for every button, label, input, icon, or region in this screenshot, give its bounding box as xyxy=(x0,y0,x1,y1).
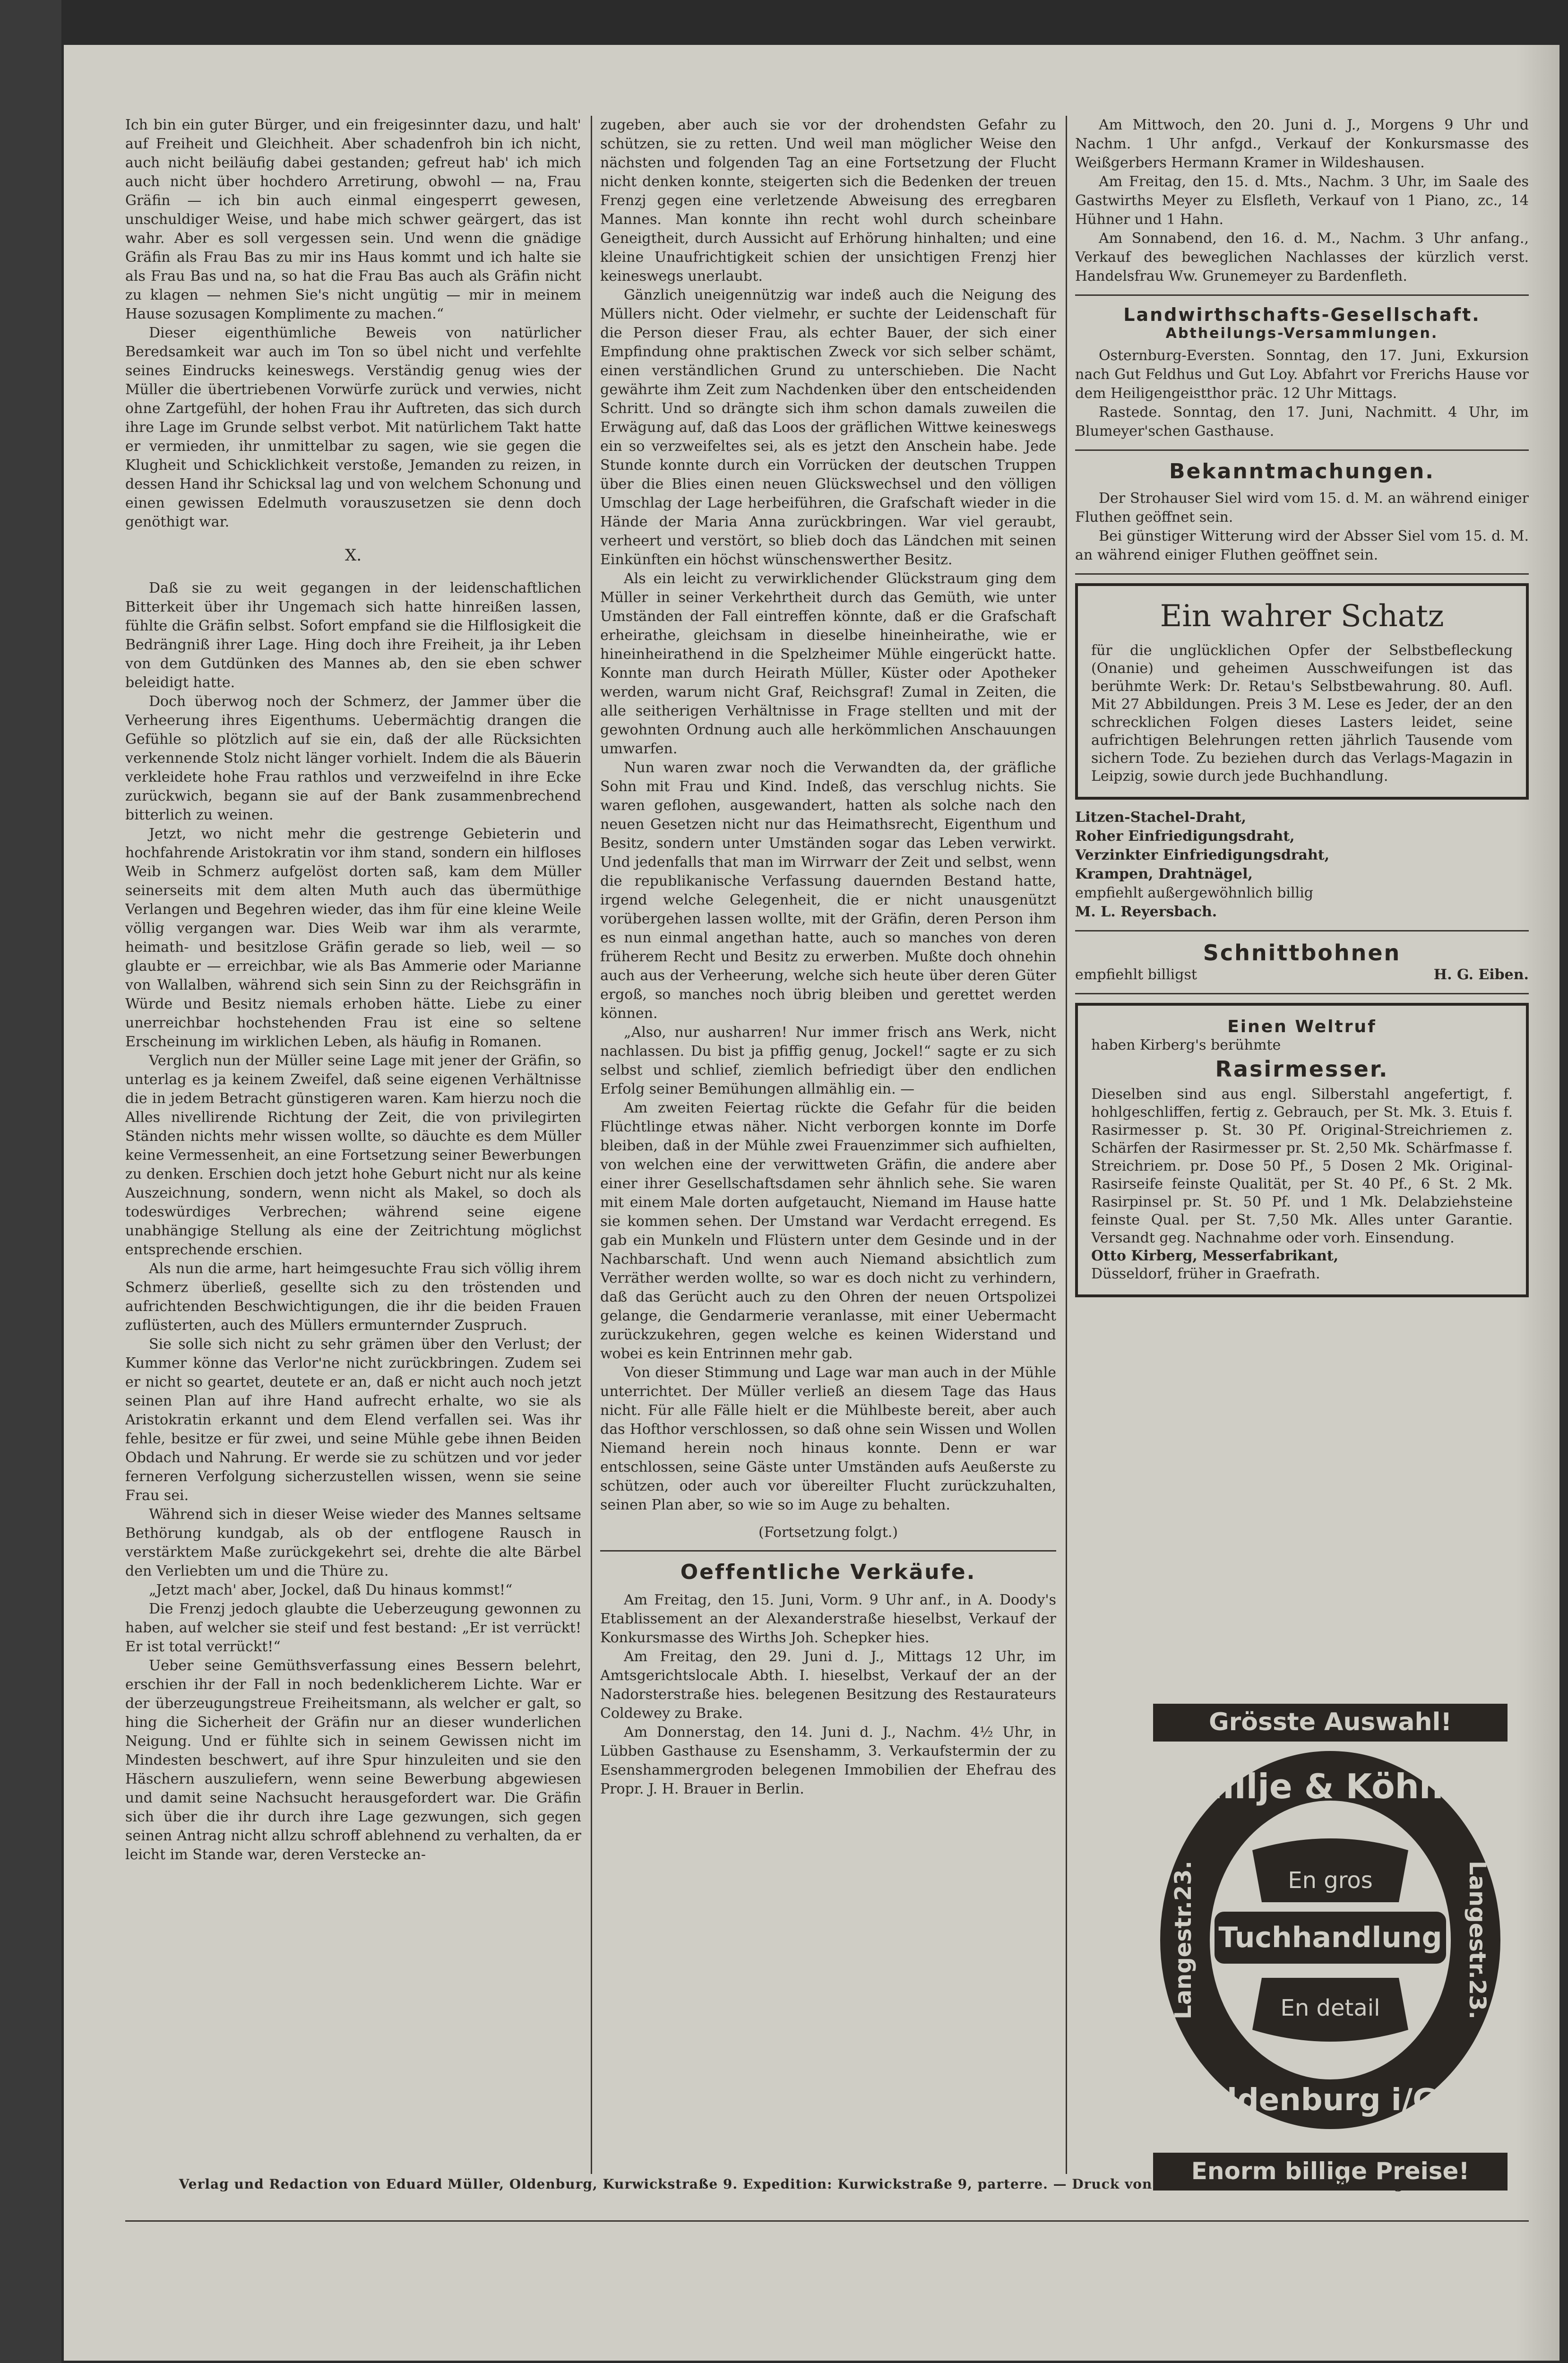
continuation-note: (Fortsetzung folgt.) xyxy=(758,1524,898,1541)
section-number: X. xyxy=(345,546,362,565)
announcement: Bei günstiger Witterung wird der Absser Siel vom 15. d. M. an während einiger Fluthen geöffnet sein. xyxy=(1075,528,1529,563)
tuchhandlung-label: Tuchhandlung xyxy=(1218,1921,1442,1954)
paragraph: Jetzt, wo nicht mehr die gestrenge Gebieterin und hochfahrende Aristokratin vor ihm stand, sondern ein hilfloses Weib in Schmerz aufgelöst dorten saß, kam dem Müller seinerseits mit dem alten Muth auch das übermüthige Verlangen und Begehren wieder, das ihm für eine kleine Weile völlig vergangen war. Dies Weib war ihm als verarmte, heimath- und besitzlose Gräfin gerade so lieb, weil — so glaubte er — erreichbar, wie als Bas Ammerie oder Marianne von Wallalben, während sich sein Sinn zu der Reichsgräfin in Würde und Besitz niemals erhoben hätte. Liebe zu einer unerreichbar hochstehenden Frau ist eine so seltene Erscheinung im wirklichen Leben, als häufig in Romanen. xyxy=(125,826,581,1050)
paragraph: Dieser eigenthümliche Beweis von natürlicher Beredsamkeit war auch im Ton so übel nicht und verfehlte seines Eindrucks keineswegs. Verständig genug wies der Müller die übertriebenen Vorwürfe zurück und verwies, nicht ohne Zartgefühl, der hohen Frau ihr Auftreten, das sich durch ihre Lage im Grunde selbst verbot. Mit natürlichem Takt hatte er vermieden, ihr unmittelbar zu sagen, wie sie gegen die Klugheit und Schicklichkeit verstoße, Jemanden zu reizen, in dessen Hand ihr Schicksal lag und von welchem Schonung und einen gewissen Edelmuth vorauszusetzen sie denn doch genöthigt war. xyxy=(125,325,581,530)
ad-signature: Düsseldorf, früher in Graefrath. xyxy=(1091,1266,1320,1282)
sale-notice: Am Donnerstag, den 14. Juni d. J., Nachm. 4½ Uhr, in Lübben Gasthause zu Esenshamm, 3. Verkaufstermin der zu Esenshammergroden belegenen Immobilien der Ehefrau des Propr. J. H. Brauer in Berlin. xyxy=(600,1724,1056,1797)
ad-headline: Schnittbohnen xyxy=(1203,940,1401,966)
paragraph: Am zweiten Feiertag rückte die Gefahr für die beiden Flüchtlinge etwas näher. Nicht verborgen konnte im Dorfe bleiben, daß in der Mühle zwei Frauenzimmer sich aufhielten, von welchen eine der verwittweten Gräfin, die andere aber einer ihrer Gesellschaftsdamen sehr ähnlich sehe. Sie waren mit einem Male dorten aufgetaucht, Niemand im Hause hatte sie kommen sehen. Der Umstand war Verdacht erregend. Es gab ein Munkeln und Flüstern unter dem Gesinde und in der Nachbarschaft. Und wenn auch Niemand absichtlich zum Verräther werden wollte, so war es doch nicht zu verhindern, daß das Gerücht auch zu den Ohren der neuen Ortspolizei gelange, die Gendarmerie veranlasse, mit einer Uebermacht zurückzukehren, gegen welche es keinen Widerstand und wobei es kein Entrinnen mehr gab. xyxy=(600,1100,1056,1362)
street-right: Langestr.23. xyxy=(1464,1861,1490,2019)
ad-signature: H. G. Eiben. xyxy=(1433,966,1529,983)
paragraph: Verglich nun der Müller seine Lage mit jener der Gräfin, so unterlag es ja keinem Zweifel, daß seine eigenen Verhältnisse die in jedem Betracht günstigeren waren. Kam hierzu noch die Alles nivellirende Richtung der Zeit, die von privilegirten Ständen nichts mehr wissen wollte, so däuchte es dem Müller keine Vermessenheit, an eine Fortsetzung seiner Bewerbungen zu denken. Erschien doch jetzt hohe Geburt nicht nur als keine Auszeichnung, sondern, wenn nicht als Makel, so doch als todeswürdiges Verbrechen; während seine eigene unabhängige Stellung als eine der Zeitrichtung möglichst entsprechende erschien. xyxy=(125,1052,581,1258)
paragraph: Daß sie zu weit gegangen in der leidenschaftlichen Bitterkeit über ihr Ungemach sich hatte hinreißen lassen, fühlte die Gräfin selbst. Sofort empfand sie die Hilflosigkeit die Bedrängniß ihrer Lage. Hing doch ihre Freiheit, ja ihr Leben von dem Gutdünken des Mannes ab, den sie eben schwer beleidigt hatte. xyxy=(125,580,581,691)
paragraph: zugeben, aber auch sie vor der drohendsten Gefahr zu schützen, sie zu retten. Und weil man möglicher Weise den nächsten und folgenden Tag an eine Fortsetzung der Flucht nicht denken konnte, steigerten sich die Bedenken der treuen Frenzj gegen eine verletzende Abweisung des erregbaren Mannes. Man konnte ihn recht wohl durch scheinbare Geneigtheit, durch Aussicht auf Erhörung hinhalten; und eine kleine Unaufrichtigkeit schien der unsichtigen Frenzj hier keineswegs unerlaubt. xyxy=(600,117,1056,285)
paragraph: Ich bin ein guter Bürger, und ein freigesinnter dazu, und halt' auf Freiheit und Gleichheit. Aber schadenfroh bin ich nicht, auch nicht beiläufig dabei gestanden; gefreut hab' ich mich auch nicht über hochdero Arretirung, obwohl — na, Frau Gräfin — ich bin auch einmal eingesperrt gewesen, unschuldiger Weise, und habe mich schwer geärgert, das ist wahr. Aber es soll vergessen sein. Und wenn die gnädige Gräfin als Frau Bas zu mir ins Haus kommt und ich halte sie als Frau Bas und na, so hat die Frau Bas auch als Gräfin nicht zu klagen — nehmen Sie's nicht ungütig — mir in meinem Hause sozusagen Komplimente zu machen.“ xyxy=(125,117,581,322)
society-heading: Landwirthschafts-Gesellschaft. xyxy=(1123,304,1481,325)
paragraph: „Also, nur ausharren! Nur immer frisch ans Werk, nicht nachlassen. Du bist ja pfiffig genug, Jockel!“ sagte er zu sich selbst und schlief, ziemlich befriedigt über den endlichen Erfolg seiner Bemühungen allmählig ein. — xyxy=(600,1024,1056,1097)
book-advertisement xyxy=(1075,583,1529,800)
en-gros-label: En gros xyxy=(1288,1867,1373,1894)
sale-notice: Am Sonnabend, den 16. d. M., Nachm. 3 Uhr anfang., Verkauf des beweglichen Nachlasses der kürzlich verst. Handelsfrau Ww. Grunemeyer zu Bardenfleth. xyxy=(1075,230,1529,285)
column-rule-right xyxy=(1066,116,1067,2174)
ad-banner-bottom-text: Enorm billige Preise! xyxy=(1191,2157,1470,2185)
footer-rule xyxy=(125,2220,1529,2222)
divider xyxy=(1075,449,1529,451)
ad-line: Krampen, Drahtnägel, xyxy=(1075,866,1253,882)
ad-headline: Einen Weltruf xyxy=(1227,1017,1377,1036)
divider xyxy=(1075,573,1529,575)
sale-notice: Am Mittwoch, den 20. Juni d. J., Morgens 9 Uhr und Nachm. 1 Uhr anfgd., Verkauf der Konkursmasse des Weißgerbers Hermann Kramer in Wildeshausen. xyxy=(1075,117,1529,171)
ad-text: empfiehlt billigst xyxy=(1075,966,1197,983)
sales-heading: Oeffentliche Verkäufe. xyxy=(680,1560,976,1584)
ad-body: Dieselben sind aus engl. Silberstahl angefertigt, f. hohlgeschliffen, fertig z. Gebrauch, per St. Mk. 3. Etuis f. Rasirmesser p. St. 30 Pf. Original-Streichriemen z. Schärfen der Rasirmesser pr. St. 2,50 Mk. Schärfmasse f. Streichriem. pr. Dose 50 Pf., 5 Dosen 2 Mk. Original-Rasirseife feinste Qualität, per St. 40 Pf., 6 St. 2 Mk. Rasirpinsel pr. St. 50 Pf. und 1 Mk. Delabziehsteine feinste Qual. per St. 7,50 Mk. Alles unter Garantie. Versandt geg. Nachnahme oder vorh. Einsendung. xyxy=(1091,1086,1513,1246)
wire-advertisement xyxy=(1075,808,1529,922)
company-name: Hillje & Köhne xyxy=(1194,1767,1467,1806)
column-rule-left xyxy=(591,116,592,2174)
society-subheading: Abtheilungs-Versammlungen. xyxy=(1165,325,1439,342)
paragraph: Nun waren zwar noch die Verwandten da, der gräfliche Sohn mit Frau und Kind. Indeß, das verschlug nichts. Sie waren geflohen, ausgewandert, hatten als solche nach den neuen Gesetzen nicht nur das Heimathsrecht, Eigenthum und Besitz, sondern unter Umständen sogar das Leben verwirkt. Und jedenfalls that man im Wirrwarr der Zeit und selbst, wenn die republikanische Verfassung dauernden Bestand hatte, irgend welche Gelegenheit, die er nicht unausgenützt vorübergehen lassen wollte, mit der Gräfin, deren Person ihm es nun einmal angethan hatte, auch so manches von deren früherem Recht und Besitz zu erwerben. Mußte doch ohnehin auch aus der Verheerung, welche sich heute über deren Güter ergoß, so manches noch übrig bleiben und gerettet werden können. xyxy=(600,759,1056,1022)
paragraph: Von dieser Stimmung und Lage war man auch in der Mühle unterrichtet. Der Müller verließ an diesem Tage das Haus nicht. Für alle Fälle hielt er die Mühlbeste bereit, aber auch das Hofthor verschlossen, so daß ohne sein Wissen und Wollen Niemand herein noch hinaus konnte. Denn er war entschlossen, seine Gäste unter Umständen aufs Aeußerste zu schützen, oder auch vor übereilter Flucht zurückzuhalten, seinen Plan aber, so wie so im Auge zu behalten. xyxy=(600,1364,1056,1513)
ad-body: für die unglücklichen Opfer der Selbstbefleckung (Onanie) und geheimen Ausschweifungen ist das berühmte Werk: Dr. Retau's Selbstbewahrung. 80. Aufl. Mit 27 Abbildungen. Preis 3 M. Lese es Jeder, der an den schrecklichen Folgen dieses Lasters leidet, seine aufrichtigen Belehrungen retten jährlich Tausende vom sichern Tode. Zu beziehen durch das Verlags-Magazin in Leipzig, sowie durch jede Buchhandlung. xyxy=(1091,642,1513,785)
imprint-footer: Verlag und Redaction von Eduard Müller, Oldenburg, Kurwickstraße 9. Expedition: Kurwickstraße 9, parterre. — Druck von Büttner & Winter in Oldenburg. xyxy=(179,2176,1409,2192)
scan-edge xyxy=(0,0,61,2363)
divider xyxy=(1075,993,1529,994)
left-column xyxy=(125,116,581,2174)
paragraph: Während sich in dieser Weise wieder des Mannes seltsame Bethörung kundgab, als ob der entflogene Rausch in verstärktem Maße zurückgekehrt sei, drehte die alte Bärbel den Verliebten um und die Thüre zu. xyxy=(125,1506,581,1579)
sale-notice: Am Freitag, den 15. d. Mts., Nachm. 3 Uhr, im Saale des Gastwirths Meyer zu Elsfleth, Verkauf von 1 Piano, zc., 14 Hühner und 1 Hahn. xyxy=(1075,173,1529,228)
paragraph: Die Frenzj jedoch glaubte die Ueberzeugung gewonnen zu haben, auf welcher sie steif und fest bestand: „Er ist verrückt! Er ist total verrückt!“ xyxy=(125,1601,581,1655)
sale-notice: Am Freitag, den 29. Juni d. J., Mittags 12 Uhr, im Amtsgerichtslocale Abth. I. hieselbst, Verkauf der an der Nadorsterstraße hies. belegenen Besitzung des Restaurateurs Coldewey zu Brake. xyxy=(600,1648,1056,1722)
newspaper-page xyxy=(64,45,1559,2361)
paragraph: Sie solle sich nicht zu sehr grämen über den Verlust; der Kummer könne das Verlor'ne nicht zurückbringen. Zudem sei er nicht so geartet, deutete er an, daß er nicht auch noch jetzt seinen Plan auf ihre Hand aufrecht erhalte, wo sie als Aristokratin erkannt und dem Elend verfallen sei. Was ihr fehle, besitze er für zwei, und seine Mühle gebe ihnen Beiden Obdach und Nahrung. Er werde sie zu schützen und vor jeder ferneren Verfolgung sicherzustellen wissen, wenn sie seine Frau sei. xyxy=(125,1336,581,1504)
divider xyxy=(1075,930,1529,931)
paragraph: „Jetzt mach' aber, Jockel, daß Du hinaus kommst!“ xyxy=(149,1582,513,1598)
paragraph: Ueber seine Gemüthsverfassung eines Bessern belehrt, erschien ihr der Fall in noch bedenklicherem Lichte. War er der überzeugungstreue Freiheitsmann, als welcher er galt, so hing die Sicherheit der Gräfin nur an dieser wunderlichen Neigung. Und er fühlte sich in seinem Gewissen nicht im Mindesten beschwert, auf ihre Spur hinzuleiten und sie den Häschern auszuliefern, wenn seine Bewerbung abgewiesen und damit seine Nachsucht herausgefordert war. Die Gräfin sich über die ihr durch ihre Lage gezwungen, sich gegen seinen Antrag nicht allzu schroff ablehnend zu verhalten, da er leicht im Stande war, deren Verstecke an- xyxy=(125,1657,581,1863)
ad-headline: Ein wahrer Schatz xyxy=(1160,599,1444,634)
ad-line: Roher Einfriedigungsdraht, xyxy=(1075,828,1295,845)
ad-line: Verzinkter Einfriedigungsdraht, xyxy=(1075,847,1330,863)
divider xyxy=(600,1550,1056,1552)
meeting-notice: Rastede. Sonntag, den 17. Juni, Nachmitt. 4 Uhr, im Blumeyer'schen Gasthause. xyxy=(1075,404,1529,440)
razor-advertisement xyxy=(1075,1003,1529,1297)
ad-line: haben Kirberg's berühmte xyxy=(1091,1037,1281,1053)
ad-line: empfiehlt außergewöhnlich billig xyxy=(1075,885,1313,901)
ad-headline: Rasirmesser. xyxy=(1215,1056,1389,1082)
paragraph: Als nun die arme, hart heimgesuchte Frau sich völlig ihrem Schmerz überließ, gesellte sich zu den tröstenden und aufrichtenden Beschwichtigungen, die ihr die beiden Frauen zuflüsterten, auch des Müllers ermunternder Zuspruch. xyxy=(125,1260,581,1334)
ad-line: Litzen-Stachel-Draht, xyxy=(1075,809,1247,826)
company-city: Oldenburg i/Gr. xyxy=(1201,2083,1460,2118)
paragraph: Doch überwog noch der Schmerz, der Jammer über die Verheerung ihres Eigenthums. Uebermächtig drangen die Gefühle so plötzlich auf sie ein, daß der alle Rücksichten verkennende Stolz nicht länger vorhielt. Indem die als Bäuerin verkleidete hohe Frau rathlos und verzweifelnd in ihre Ecke zurückwich, begann sie auf der Bank zusammenbrechend bitterlich zu weinen. xyxy=(125,693,581,823)
ad-signature: Otto Kirberg, Messerfabrikant, xyxy=(1091,1248,1339,1264)
beans-advertisement xyxy=(1075,940,1529,984)
ad-line xyxy=(1075,966,1529,984)
paragraph: Als ein leicht zu verwirklichender Glückstraum ging dem Müller in seiner Verkehrtheit durch das Gemüth, wie unter Umständen der Fall eintreffen könnte, daß er die Grafschaft erheirathe, gleichsam in dieselbe hineinheirathe, wie er hineinheirathend in die Spelzheimer Mühle eingerückt hatte. Konnte man durch Heirath Müller, Küster oder Apotheker werden, warum nicht Graf, Reichsgraf! Zumal in Zeiten, die alle seitherigen Verhältnisse in Frage stellten und mit der gewohnten Ordnung auch alle herkömmlichen Anschauungen umwarfen. xyxy=(600,570,1056,757)
en-detail-label: En detail xyxy=(1280,1995,1380,2021)
divider xyxy=(1075,294,1529,296)
announcement: Der Strohauser Siel wird vom 15. d. M. an während einiger Fluthen geöffnet sein. xyxy=(1075,490,1529,526)
meeting-notice: Osternburg-Eversten. Sonntag, den 17. Juni, Exkursion nach Gut Feldhus und Gut Loy. Abfahrt vor Frerichs Hause vor dem Heiligengeistthor präc. 12 Uhr Mittags. xyxy=(1075,347,1529,402)
ad-banner-top-text: Grösste Auswahl! xyxy=(1208,1708,1452,1736)
street-left: Langestr.23. xyxy=(1170,1861,1197,2019)
tailor-advertisement xyxy=(1134,1694,1526,2205)
ad-signature: M. L. Reyersbach. xyxy=(1075,904,1217,920)
paragraph: Gänzlich uneigennützig war indeß auch die Neigung des Müllers nicht. Oder vielmehr, er suchte der Leidenschaft für die Person dieser Frau, als echter Bauer, der sich einer Empfindung ohne praktischen Zweck vor sich selber schämt, einen verständlichen Grund zu unterschieben. Die Nacht gewährte ihm Zeit zum Nachdenken über den entscheidenden Schritt. Und so drängte sich ihm schon damals zuweilen die Erwägung auf, daß das Loos der gräflichen Wittwe keineswegs ein so verzweifeltes sei, als es jetzt den Anschein habe. Jede Stunde konnte durch ein Vorrücken der deutschen Truppen über die Blies einen neuen Glückswechsel und den völligen Umschlag der Lage herbeiführen, die Grafschaft wieder in die Hände der Maria Anna zurückbringen. War viel geraubt, verheert und verstört, so blieb doch das Ländchen mit seinen Einkünften ein höchst wünschenswerther Besitz. xyxy=(600,287,1056,568)
sale-notice: Am Freitag, den 15. Juni, Vorm. 9 Uhr anf., in A. Doody's Etablissement an der Alexanderstraße hieselbst, Verkauf der Konkursmasse des Wirths Joh. Schepker hies. xyxy=(600,1592,1056,1646)
middle-column xyxy=(600,116,1056,2174)
right-column xyxy=(1075,116,1529,1690)
announcements-heading: Bekanntmachungen. xyxy=(1169,459,1435,483)
